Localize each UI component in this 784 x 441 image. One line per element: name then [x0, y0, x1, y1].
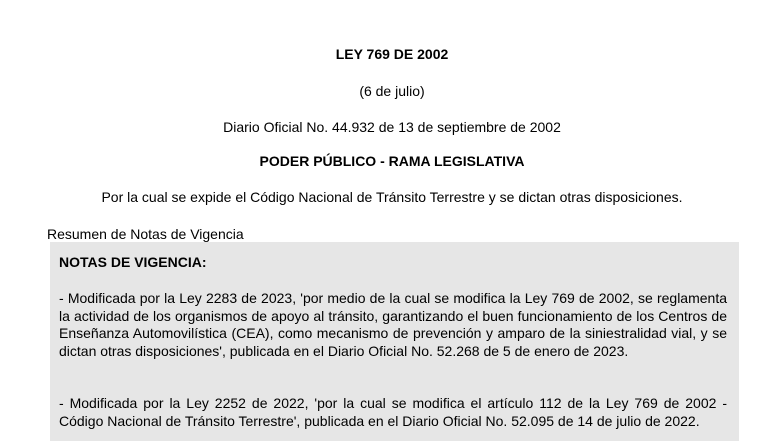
note-item: - Modificada por la Ley 2283 de 2023, 'por medio de la cual se modifica la Ley 769 de 2002, se reglamenta la actividad de los organismos de apoyo al tránsito, garantizando el buen funcionamiento de los Centros de Enseñanza Automovilística (CEA), como mecanismo de prevención y amparo de la siniestralidad vial, y se dictan otras disposiciones', publicada en el Diario Oficial No. 52.268 de 5 de enero de 2023.	[59, 290, 727, 359]
law-date: (6 de julio)	[359, 83, 425, 99]
notes-heading: NOTAS DE VIGENCIA:	[59, 254, 207, 270]
law-title: LEY 769 DE 2002	[335, 46, 449, 62]
summary-label: Resumen de Notas de Vigencia	[47, 226, 244, 242]
notes-box	[50, 242, 739, 441]
branch-heading: PODER PÚBLICO - RAMA LEGISLATIVA	[259, 153, 525, 169]
note-item: - Modificada por la Ley 2252 de 2022, 'por la cual se modifica el artículo 112 de la Ley 769 de 2002 - Código Nacional de Tránsito Terrestre', publicada en el Diario Oficial No. 52.095 de 14 de julio de 2022.	[59, 395, 727, 429]
law-subject: Por la cual se expide el Código Nacional de Tránsito Terrestre y se dictan otras disposiciones.	[101, 189, 683, 205]
diario-oficial-reference: Diario Oficial No. 44.932 de 13 de septiembre de 2002	[223, 119, 561, 135]
